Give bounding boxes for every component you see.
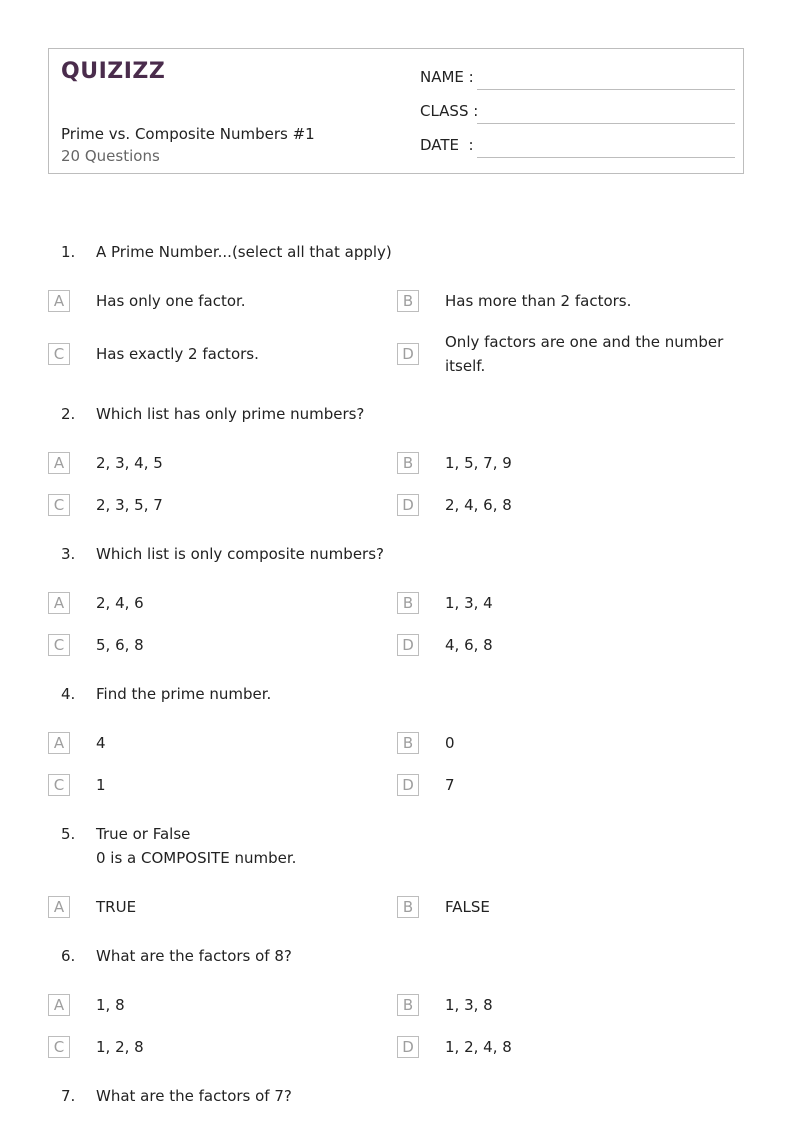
question-text: A Prime Number...(select all that apply) — [96, 243, 392, 261]
date-field[interactable] — [420, 136, 735, 158]
option-c-text: 1, 2, 8 — [96, 1038, 144, 1056]
question-text: What are the factors of 7? — [96, 1087, 292, 1105]
option-c-box[interactable]: C — [48, 774, 70, 796]
class-field[interactable] — [420, 102, 735, 124]
option-d-text: 2, 4, 6, 8 — [445, 496, 512, 514]
class-label: CLASS : — [420, 102, 479, 120]
option-a-box[interactable]: A — [48, 896, 70, 918]
option-a-text: 1, 8 — [96, 996, 125, 1014]
option-a-text: 2, 4, 6 — [96, 594, 144, 612]
option-b-text: 0 — [445, 734, 455, 752]
date-line[interactable] — [477, 157, 735, 158]
option-c-text: 2, 3, 5, 7 — [96, 496, 163, 514]
option-b-text: 1, 3, 8 — [445, 996, 493, 1014]
option-a-box[interactable]: A — [48, 290, 70, 312]
name-field[interactable] — [420, 68, 735, 90]
option-a-box[interactable]: A — [48, 452, 70, 474]
option-a-text: Has only one factor. — [96, 292, 246, 310]
option-c-text: Has exactly 2 factors. — [96, 345, 259, 363]
question-text: True or False — [96, 825, 191, 843]
question-text-line-2: 0 is a COMPOSITE number. — [96, 849, 297, 867]
option-d-box[interactable]: D — [397, 634, 419, 656]
option-a-text: 2, 3, 4, 5 — [96, 454, 163, 472]
worksheet-title: Prime vs. Composite Numbers #1 — [61, 125, 315, 143]
question-number: 2. — [61, 405, 76, 423]
option-d-text: Only factors are one and the number itself. — [445, 333, 724, 375]
worksheet-header — [48, 48, 744, 174]
option-b-text: Has more than 2 factors. — [445, 292, 632, 310]
question-text: Which list has only prime numbers? — [96, 405, 365, 423]
option-c-text: 5, 6, 8 — [96, 636, 144, 654]
question-text: What are the factors of 8? — [96, 947, 292, 965]
name-line[interactable] — [477, 89, 735, 90]
option-c-box[interactable]: C — [48, 494, 70, 516]
option-b-box[interactable]: B — [397, 452, 419, 474]
option-c-text: 1 — [96, 776, 106, 794]
question-number: 7. — [61, 1087, 76, 1105]
option-c-box[interactable]: C — [48, 634, 70, 656]
option-a-box[interactable]: A — [48, 994, 70, 1016]
option-d-text: 4, 6, 8 — [445, 636, 493, 654]
date-label: DATE : — [420, 136, 474, 154]
name-label: NAME : — [420, 68, 474, 86]
option-b-box[interactable]: B — [397, 592, 419, 614]
question-number: 4. — [61, 685, 76, 703]
option-d-box[interactable]: D — [397, 774, 419, 796]
option-a-text: 4 — [96, 734, 106, 752]
option-a-text: TRUE — [96, 898, 137, 916]
question-number: 3. — [61, 545, 76, 563]
question-count: 20 Questions — [61, 147, 160, 165]
option-a-box[interactable]: A — [48, 592, 70, 614]
option-d-box[interactable]: D — [397, 494, 419, 516]
question-text: Which list is only composite numbers? — [96, 545, 384, 563]
option-c-box[interactable]: C — [48, 1036, 70, 1058]
option-b-text: 1, 3, 4 — [445, 594, 493, 612]
option-b-box[interactable]: B — [397, 994, 419, 1016]
option-b-text: 1, 5, 7, 9 — [445, 454, 512, 472]
quizizz-logo: QUIZIZZ — [61, 59, 166, 84]
option-d-text: 7 — [445, 776, 455, 794]
question-number: 1. — [61, 243, 76, 261]
option-a-box[interactable]: A — [48, 732, 70, 754]
option-b-box[interactable]: B — [397, 290, 419, 312]
question-text: Find the prime number. — [96, 685, 272, 703]
option-d-box[interactable]: D — [397, 1036, 419, 1058]
option-d-text: 1, 2, 4, 8 — [445, 1038, 512, 1056]
question-number: 5. — [61, 825, 76, 843]
option-b-box[interactable]: B — [397, 732, 419, 754]
option-b-text: FALSE — [445, 898, 490, 916]
question-number: 6. — [61, 947, 76, 965]
class-line[interactable] — [477, 123, 735, 124]
option-c-box[interactable]: C — [48, 343, 70, 365]
option-d-box[interactable]: D — [397, 343, 419, 365]
option-b-box[interactable]: B — [397, 896, 419, 918]
